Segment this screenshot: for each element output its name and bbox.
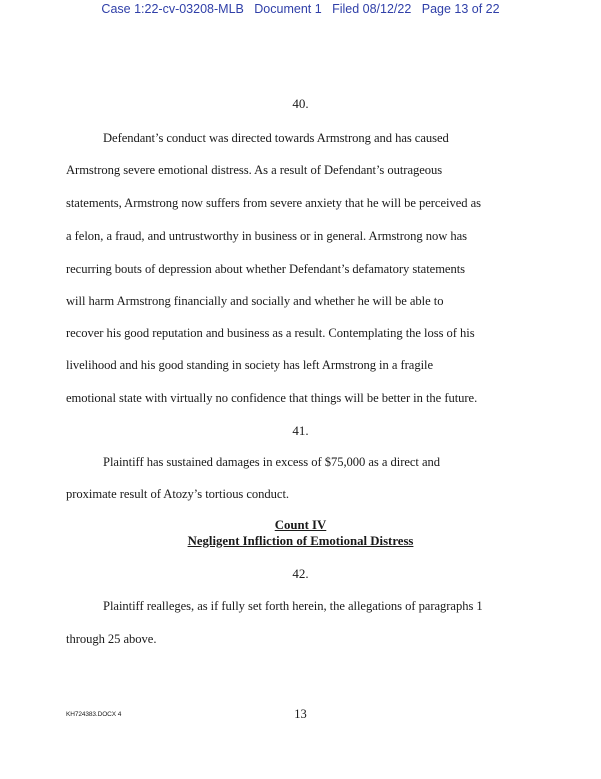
page-number: 13 xyxy=(294,707,307,721)
count-title: Count IV xyxy=(274,518,327,532)
paragraph-41-line: proximate result of Atozy’s tortious conduct. xyxy=(66,487,289,501)
paragraph-40-line: recover his good reputation and business as a result. Contemplating the loss of his xyxy=(66,326,475,340)
paragraph-40-line: will harm Armstrong financially and socially and whether he will be able to xyxy=(66,294,444,308)
paragraph-40-line: Armstrong severe emotional distress. As a result of Defendant’s outrageous xyxy=(66,163,443,177)
document-id-footer: KH724383.DOCX 4 xyxy=(66,711,122,718)
paragraph-40-line: Defendant’s conduct was directed towards Armstrong and has caused xyxy=(103,131,449,145)
paragraph-number-40: 40. xyxy=(292,96,309,111)
paragraph-number-42: 42. xyxy=(292,566,309,581)
paragraph-40-line: a felon, a fraud, and untrustworthy in business or in general. Armstrong now has xyxy=(66,229,468,243)
paragraph-40-line: emotional state with virtually no confidence that things will be better in the future. xyxy=(66,391,478,405)
paragraph-number-41: 41. xyxy=(292,423,309,438)
paragraph-40-line: statements, Armstrong now suffers from severe anxiety that he will be perceived as xyxy=(66,196,481,210)
paragraph-40-line: recurring bouts of depression about whether Defendant’s defamatory statements xyxy=(66,262,466,276)
paragraph-40-line: livelihood and his good standing in society has left Armstrong in a fragile xyxy=(66,358,434,372)
count-subtitle: Negligent Infliction of Emotional Distress xyxy=(187,534,414,548)
paragraph-42-line: Plaintiff realleges, as if fully set forth herein, the allegations of paragraphs 1 xyxy=(103,599,483,613)
ecf-filing-header: Case 1:22-cv-03208-MLB Document 1 Filed 08/12/22 Page 13 of 22 xyxy=(101,2,500,16)
paragraph-41-line: Plaintiff has sustained damages in excess of $75,000 as a direct and xyxy=(103,455,441,469)
paragraph-42-line: through 25 above. xyxy=(66,632,157,646)
